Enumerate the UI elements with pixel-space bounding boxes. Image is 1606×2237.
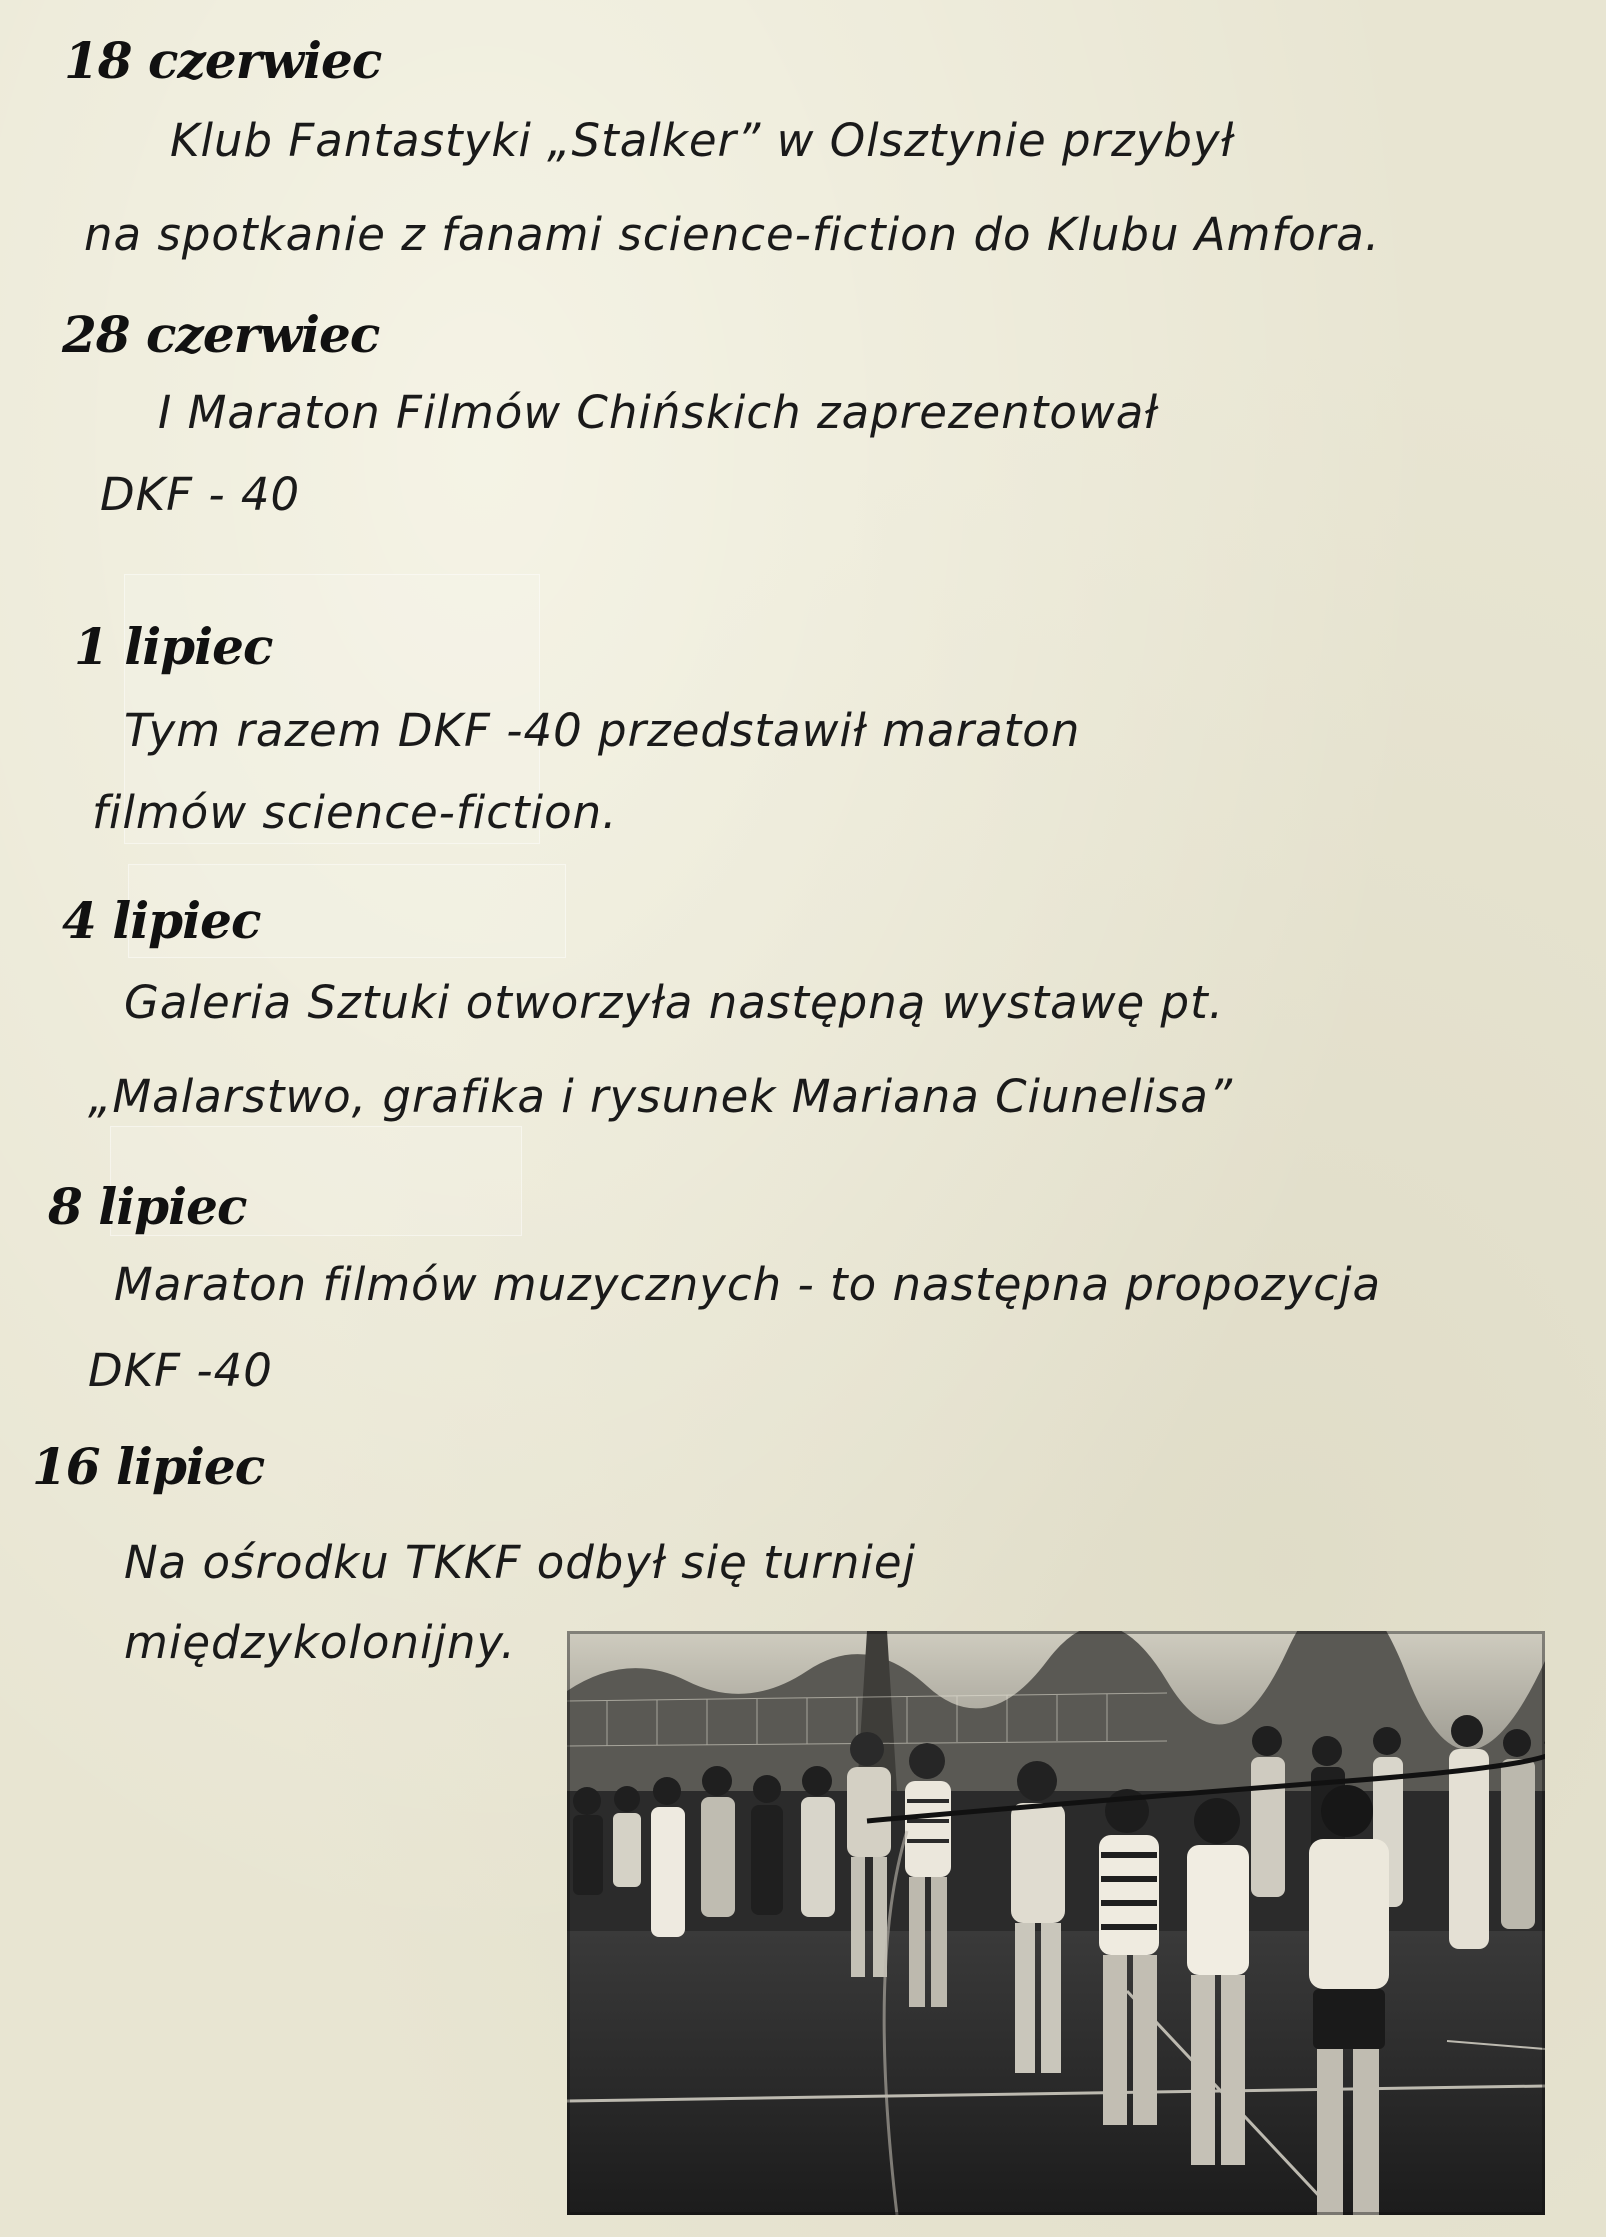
- entry-date: 16 lipiec: [32, 1437, 265, 1496]
- entry-text: na spotkanie z fanami science-fiction do Klubu Amfora.: [84, 208, 1381, 261]
- entry-text: „Malarstwo, grafika i rysunek Mariana Ciunelisa”: [88, 1070, 1234, 1123]
- entry-text: międzykolonijny.: [124, 1616, 516, 1669]
- entry-text: Maraton filmów muzycznych - to następna propozycja: [114, 1258, 1382, 1311]
- entry-date: 4 lipiec: [62, 891, 261, 950]
- photograph-children-tug-of-war-icon: [567, 1631, 1545, 2215]
- entry-text: Galeria Sztuki otworzyła następną wystawę pt.: [124, 976, 1225, 1029]
- entry-date: 8 lipiec: [48, 1177, 247, 1236]
- entry-text: Tym razem DKF -40 przedstawił maraton: [124, 704, 1081, 757]
- entry-text: DKF - 40: [100, 468, 301, 521]
- entry-text: Na ośrodku TKKF odbył się turniej: [124, 1536, 917, 1589]
- entry-text: Klub Fantastyki „Stalker” w Olsztynie przybył: [170, 114, 1235, 167]
- entry-date: 28 czerwiec: [62, 305, 380, 364]
- entry-date: 1 lipiec: [74, 617, 273, 676]
- photograph: [567, 1631, 1545, 2215]
- entry-text: DKF -40: [88, 1344, 273, 1397]
- entry-text: I Maraton Filmów Chińskich zaprezentował: [158, 386, 1159, 439]
- entry-text: filmów science-fiction.: [92, 786, 618, 839]
- entry-date: 18 czerwiec: [64, 31, 382, 90]
